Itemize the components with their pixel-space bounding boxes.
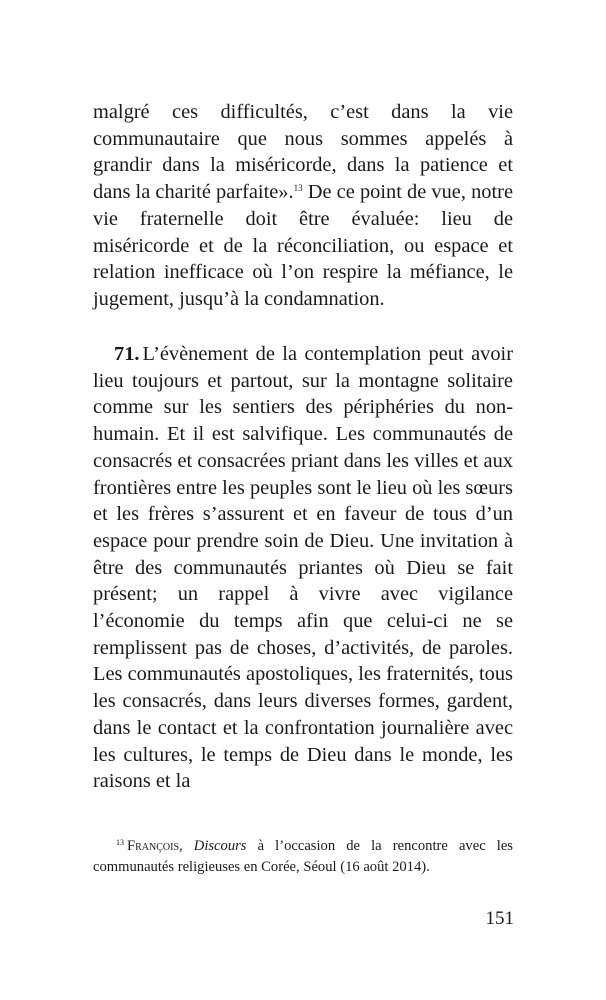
paragraph-text: L’évènement de la contemplation peut avoir lieu toujours et partout, sur la montagne solitaire comme sur les sentiers des périphéries du non-humain. Et il est salvifique. Les communautés de consacrés et consacrées priant dans les villes et aux frontières entre les peuples sont le lieu où les sœurs et les frères s’assurent et en faveur de tous d’un espace pour prendre soin de Dieu. Une invitation à être des communautés priantes où Dieu se fait présent; un rappel à vivre avec vigilance l’économie du temps afin que celui-ci ne se remplissent pas de choses, d’activités, de paroles. Les communautés apostoliques, les fraternités, tous les consacrés, dans leurs diverses formes, gardent, dans le contact et la confrontation journalière avec les cultures, le temps de Dieu dans le monde, les raisons et la: [93, 343, 513, 793]
paragraph-71: [93, 341, 513, 795]
paragraph-continued: [93, 99, 513, 313]
footnote-reference[interactable]: 13: [293, 183, 303, 194]
footnote: [93, 832, 513, 878]
footnote-mark: 13: [116, 838, 124, 847]
footnote-text: à l’occasion de la rencontre avec les communautés religieuses en Corée, Séoul (16 août 2014).: [93, 838, 513, 875]
paragraph-text-after-note: De ce point de vue, notre vie fraternelle doit être évaluée: lieu de miséricorde et de la réconciliation, ou espace et relation inefficace où l’on respire la méfiance, le jugement, jusqu’à la condamnation.: [93, 181, 514, 310]
paragraph-number: 71.: [114, 343, 140, 365]
page-number: 151: [485, 908, 514, 929]
paragraph-text-before-note: malgré ces difficultés, c’est dans la vie communautaire que nous sommes appelés à grandir dans la miséricorde, dans la patience et dans la charité parfaite».: [93, 101, 513, 204]
footnote-author: François,: [127, 838, 183, 854]
footnote-work-title: Discours: [193, 838, 247, 854]
